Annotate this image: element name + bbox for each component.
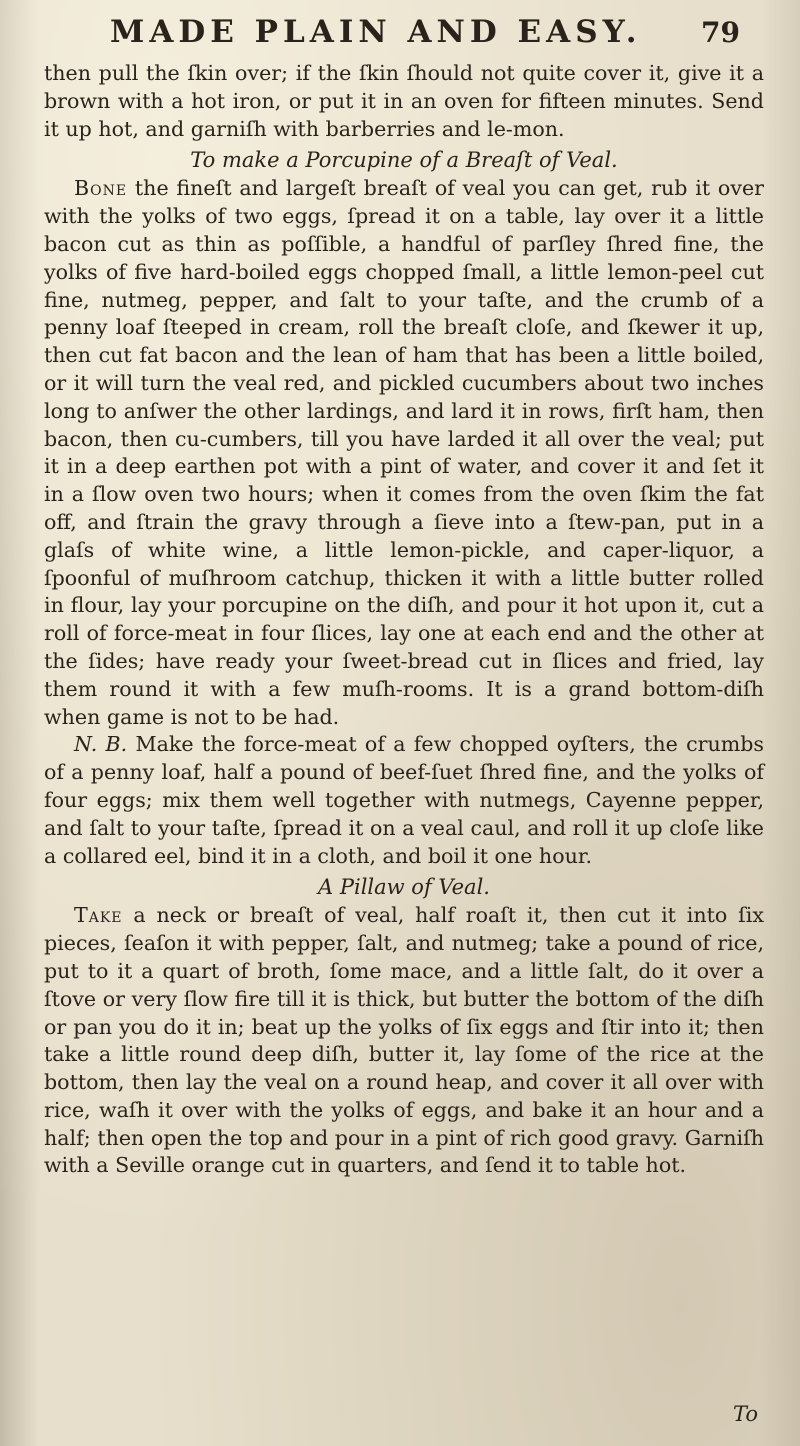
- catchword: To: [732, 1402, 758, 1426]
- note-label: N. B.: [74, 732, 128, 757]
- page-header: [110, 14, 740, 54]
- paragraph-text: Make the force-meat of a few chopped oyſters, the crumbs of a penny loaf, half a pound of beef-ſuet ſhred fine, and the yolks of four eggs; mix them well together with nutmegs, Cayenne pepper, and ſalt to your taſte, ſpread it on a veal caul, and roll it up cloſe like a collared eel, bind it in a cloth, and boil it one hour.: [44, 732, 764, 868]
- recipe-title-porcupine: To make a Porcupine of a Breaſt of Veal.: [190, 148, 618, 173]
- paragraph-text: the fineſt and largeſt breaſt of veal you can get, rub it over with the yolks of two eggs, ſpread it on a table, lay over it a little bacon cut as thin as poſſible, a handful of parſley ſhred fine, the yolks of five hard-boiled eggs chopped ſmall, a little lemon-peel cut fine, nutmeg, pepper, and ſalt to your taſte, and the crumb of a penny loaf ſteeped in cream, roll the breaſt cloſe, and ſkewer it up, then cut fat bacon and the lean of ham that has been a little boiled, or it will turn the veal red, and pickled cucumbers about two inches long to anſwer the other lardings, and lard it in rows, firſt ham, then bacon, then cu-cumbers, till you have larded it all over the veal; put it in a deep earthen pot with a pint of water, and cover it and ſet it in a ſlow oven two hours; when it comes from the oven ſkim the fat off, and ſtrain the gravy through a ſieve into a ſtew-pan, put in a glaſs of white wine, a little lemon-pickle, and caper-liquor, a ſpoonful of muſhroom catchup, thicken it with a little butter rolled in flour, lay your porcupine on the diſh, and pour it hot upon it, cut a roll of force-meat in four ſlices, lay one at each end and the other at the ſides; have ready your ſweet-bread cut in ſlices and fried, lay them round it with a few muſh-rooms. It is a grand bottom-diſh when game is not to be had.: [44, 176, 764, 729]
- running-head: MADE PLAIN AND EASY.: [110, 14, 642, 50]
- lead-word: Take: [74, 903, 123, 928]
- paragraph-continued: then pull the ſkin over; if the ſkin ſhould not quite cover it, give it a brown with a hot iron, or put it in an oven for fifteen minutes. Send it up hot, and garniſh with barberries and le-mon.: [44, 61, 764, 141]
- paragraph-note: [44, 731, 764, 870]
- page-number: 79: [701, 16, 740, 49]
- page-body: [44, 60, 764, 1180]
- paragraph-text: a neck or breaſt of veal, half roaſt it, then cut it into ſix pieces, ſeaſon it with pepper, ſalt, and nutmeg; take a pound of rice, put to it a quart of broth, ſome mace, and a little ſalt, do it over a ſtove or very ſlow fire till it is thick, but butter the bottom of the diſh or pan you do it in; beat up the yolks of ſix eggs and ſtir into it; then take a little round deep diſh, butter it, lay ſome of the rice at the bottom, then lay the veal on a round heap, and cover it all over with rice, waſh it over with the yolks of eggs, and bake it an hour and a half; then open the top and pour in a pint of rich good gravy. Garniſh with a Seville orange cut in quarters, and ſend it to table hot.: [44, 903, 764, 1178]
- paragraph-pillaw: [44, 902, 764, 1180]
- recipe-title-pillaw: A Pillaw of Veal.: [318, 875, 490, 900]
- lead-word: Bone: [74, 176, 128, 201]
- paragraph-porcupine: [44, 175, 764, 731]
